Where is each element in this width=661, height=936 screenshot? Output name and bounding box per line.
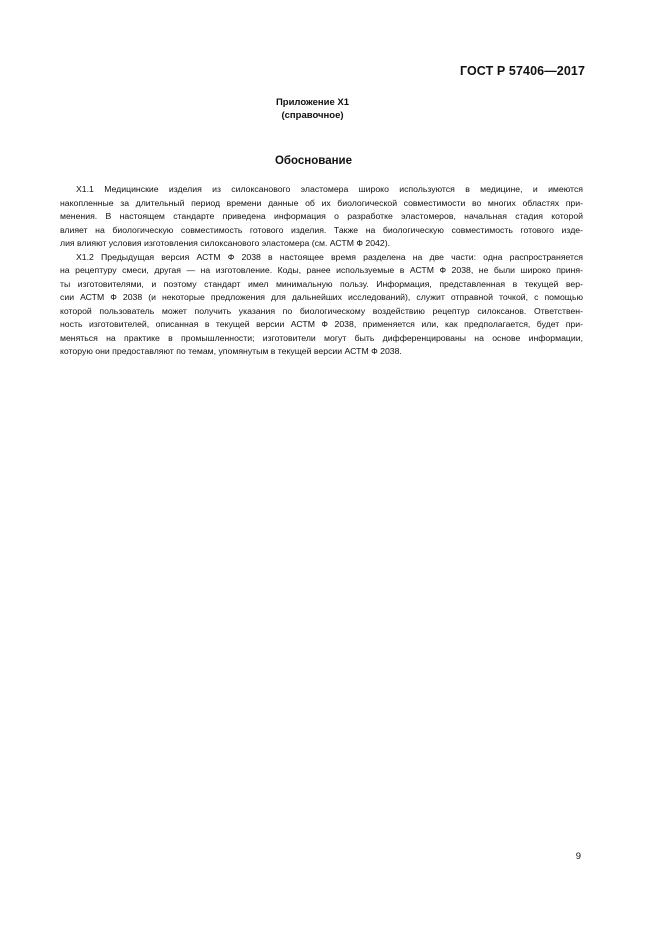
text-line: менения. В настоящем стандарте приведена информация о разработке эластомеров, начальная стадия которой <box>60 211 583 221</box>
text-line: ность изготовителей, описанная в текущей версии АСТМ Ф 2038, применяется или, как предполагается, будет при- <box>60 319 583 329</box>
text-line: сии АСТМ Ф 2038 (и некоторые предложения для дальнейших исследований), служит отправной точкой, с помощью <box>60 292 583 302</box>
text-line: которой пользователь может получить указания по биологическому воздействию рецептур силоксанов. Ответствен- <box>60 305 583 316</box>
section-heading: Обоснование <box>274 155 352 167</box>
paragraph-x1-1 <box>60 183 583 251</box>
document-body <box>60 183 583 359</box>
text-line: ты изготовителями, и поэтому стандарт имел минимальную пользу. Информация, представленная в текущей вер- <box>60 278 583 289</box>
page-number: 9 <box>575 851 581 862</box>
appendix-subtitle: (справочное) <box>281 110 344 121</box>
appendix-title: Приложение Х1 <box>275 97 350 108</box>
text-line: Х1.2 Предыдущая версия АСТМ Ф 2038 в настоящее время разделена на две части: одна распространяется <box>76 251 583 262</box>
text-line: влияет на биологическую совместимость готового изделия. Также на биологическую совместимость готового изде- <box>60 224 583 235</box>
document-code: ГОСТ Р 57406—2017 <box>459 64 585 78</box>
text-line: накопленные за длительный период времени данные об их биологической совместимости во многих областях при- <box>60 197 583 208</box>
appendix-title-block <box>0 96 625 122</box>
text-line: Х1.1 Медицинские изделия из силоксанового эластомера широко используются в медицине, и имеются <box>76 184 583 194</box>
text-line: меняться на практике в промышленности; изготовители могут быть дифференцированы на основе информации, <box>60 332 583 343</box>
text-line: которую они предоставляют по темам, упомянутым в текущей версии АСТМ Ф 2038. <box>60 346 402 356</box>
text-line: на рецептуру смеси, другая — на изготовление. Коды, ранее используемые в АСТМ Ф 2038, не были широко приня- <box>60 265 583 275</box>
text-line: лия влияют условия изготовления силоксанового эластомера (см. АСТМ Ф 2042). <box>60 238 391 248</box>
paragraph-x1-2 <box>60 251 583 359</box>
